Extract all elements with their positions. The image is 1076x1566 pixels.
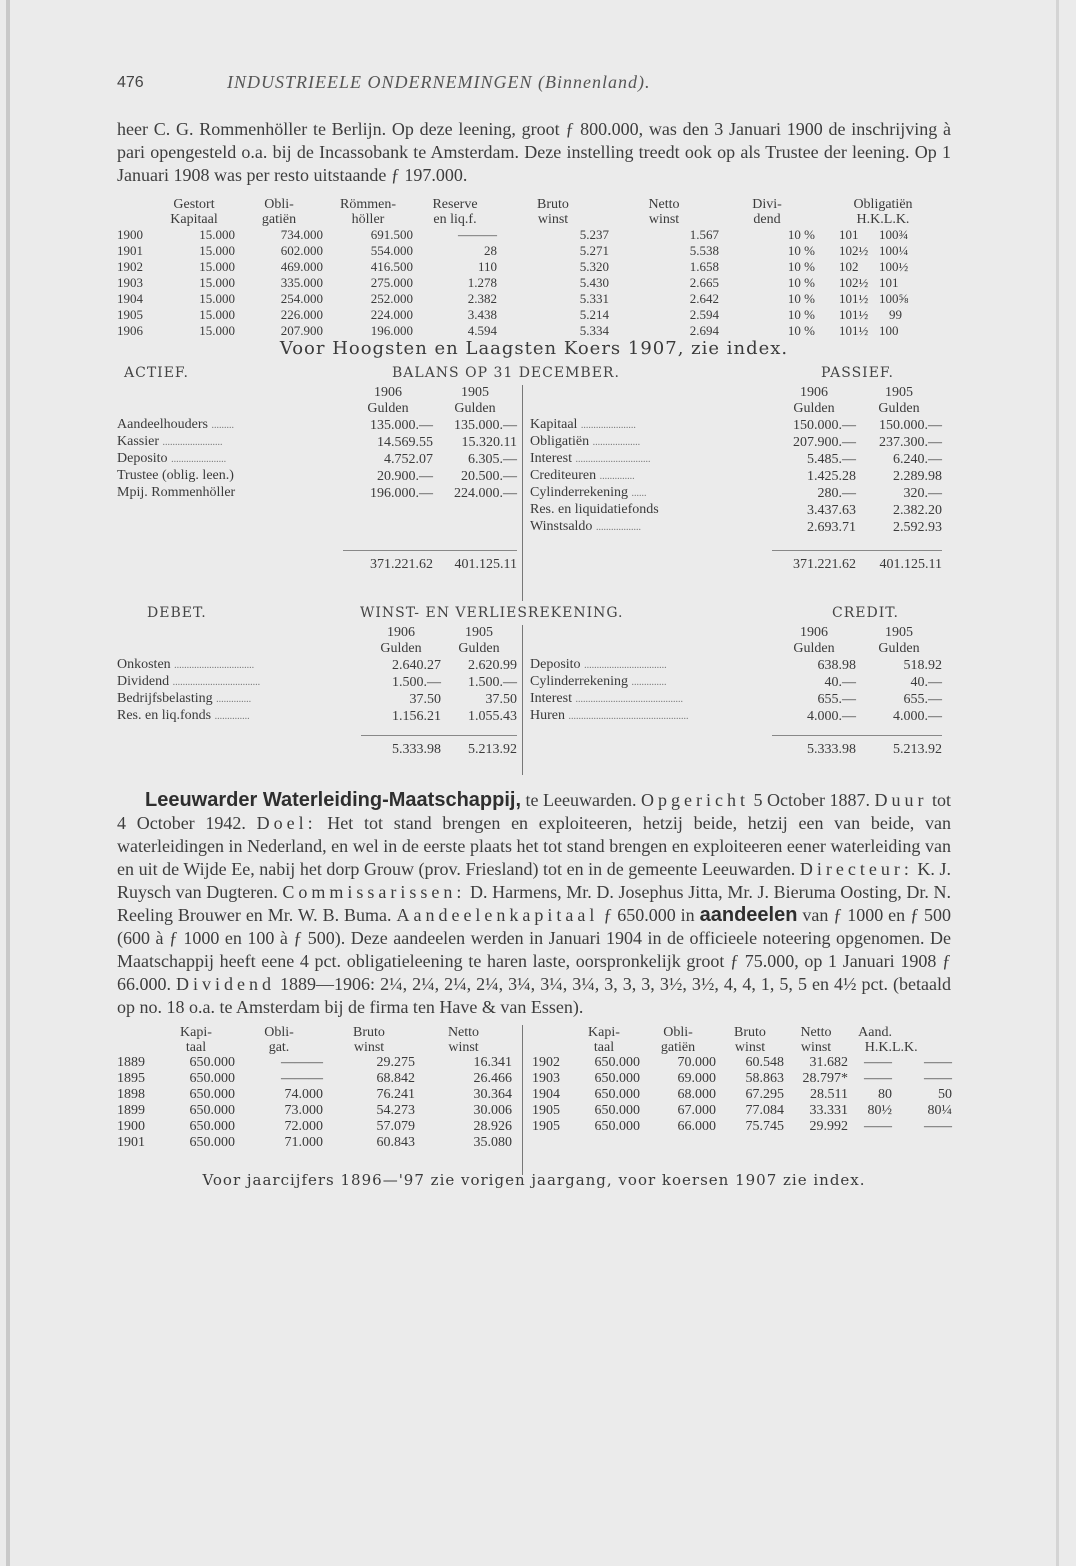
actief-table: 1906 1905 Gulden Gulden Aandeelhouders ......... 135.000.— 135.000.— Kassier ........................ 14.569.55 15.320.11 Deposito ...................... 4.752.07 6.305.— Trustee (oblig. leen.) 20.900.— 20.500.— Mpij. Rommenhöller 196.000.— 224.000.— 371.221.62 401.125.11 xyxy=(117,385,517,572)
table-row: Winstsaldo .................. 2.693.71 2.592.93 xyxy=(530,519,942,535)
table-row: 1903 15.000 335.000 275.000 1.278 5.430 2.665 10 % 102½ 101 xyxy=(117,275,899,290)
credit-title: CREDIT. xyxy=(832,605,899,621)
table-row: Trustee (oblig. leen.) 20.900.— 20.500.— xyxy=(117,468,517,484)
winst-title: WINST- EN VERLIESREKENING. xyxy=(360,605,624,621)
balans-sheet xyxy=(117,385,951,601)
leeuwarder-paragraph: Leeuwarder Waterleiding-Maatschappij, te Leeuwarden. Opgericht 5 October 1887. Duur tot 4 October 1942. Doel: Het tot stand brengen en exploiteeren, hetzij beide, hetzij een van beide, van waterleidingen in Nederland, en wel in de eerste plaats het tot stand brengen en exploiteeren eener waterleiding van en uit de Wijde Ee, nabij het dorp Grouw (prov. Friesland) tot en in de gemeente Leeuwarden. Directeur: K. J. Ruysch van Dugteren. Commissarissen: D. Harmens, Mr. D. Josephus Jitta, Mr. J. Bieruma Oosting, Dr. N. Reeling Brouwer en Mr. W. B. Buma. Aandeelenkapitaal ƒ 650.000 in aandeelen van ƒ 1000 en ƒ 500 (600 à ƒ 1000 en 100 à ƒ 500). Deze aandeelen werden in Januari 1904 in de officieele noteering opgenomen. De Maatschappij heeft eene 4 pct. obligatieleening te haren laste, oorspronkelijk groot ƒ 75.000, op 1 Januari 1908 ƒ 66.000. Dividend 1889—1906: 2¼, 2¼, 2¼, 2¼, 3¼, 3¼, 3¼, 3, 3, 3, 3½, 3½, 4, 4, 1, 5, 5 en 4½ pct. (betaald op no. 18 o.a. te Amsterdam bij de firma ten Have & van Essen). xyxy=(117,789,952,1017)
koers-note: Voor Hoogsten en Laagsten Koers 1907, zie index. xyxy=(279,338,789,359)
table-row: Dividend ................................... 1.500.— 1.500.— xyxy=(117,674,517,690)
rommenholler-table xyxy=(117,197,951,339)
table-row: Obligatiën ................... 207.900.— 237.300.— xyxy=(530,434,942,450)
table-row: 1905 15.000 226.000 224.000 3.438 5.214 2.594 10 % 101½ 99 xyxy=(117,307,902,322)
jaarcijfers-note: Voor jaarcijfers 1896—'97 zie vorigen jaargang, voor koersen 1907 zie index. xyxy=(202,1171,866,1189)
passief-table: 1906 1905 Gulden Gulden Kapitaal ...................... 150.000.— 150.000.— Obligatiën ................... 207.900.— 237.300.— Interest .............................. 5.485.— 6.240.— Crediteuren .............. 1.425.28 2.289.98 Cylinderrekening ...... 280.— 320.— Res. en liquidatiefonds 3.437.63 2.382.20 Winstsaldo .................. 2.693.71 2.592.93 371.221.62 401.125.11 xyxy=(530,385,942,572)
commissarissen-label: Commissarissen: xyxy=(282,882,466,902)
credit-table: 1906 1905 Gulden Gulden Deposito ................................. 638.98 518.92 Cylinderrekening .............. 40.— 40.— Interest ........................................... 655.— 655.— Huren ................................................ 4.000.— 4.000.— 5.333.98 5.213.92 xyxy=(530,625,942,757)
table-row: 1901 15.000 602.000 554.000 28 5.271 5.538 10 % 102½ 100¼ xyxy=(117,243,909,258)
table-row: Crediteuren .............. 1.425.28 2.289.98 xyxy=(530,468,942,484)
intro-paragraph: heer C. G. Rommenhöller te Berlijn. Op deze leening, groot ƒ 800.000, was den 3 Januari 1900 de inschrijving à pari opengesteld o.a. bij de Incassobank te Amsterdam. Deze instelling treedt ook op als Trustee der leening. Op 1 Januari 1908 was per resto uitstaande ƒ 197.000. xyxy=(117,119,951,185)
table-row: Deposito ...................... 4.752.07 6.305.— xyxy=(117,451,517,467)
table-row: 1900 15.000 734.000 691.500 ——— 5.237 1.567 10 % 101 100¾ xyxy=(117,227,909,242)
table-row: 1900 650.000 72.000 57.079 28.926 xyxy=(117,1119,512,1134)
table-row: 1906 15.000 207.900 196.000 4.594 5.334 2.694 10 % 101½ 100 xyxy=(117,323,899,338)
table-row: Kassier ........................ 14.569.55 15.320.11 xyxy=(117,434,517,450)
table-row: Onkosten ................................ 2.640.27 2.620.99 xyxy=(117,657,517,673)
passief-title: PASSIEF. xyxy=(821,365,894,381)
total-row: 371.221.62 401.125.11 xyxy=(793,556,942,572)
table-row: Bedrijfsbelasting .............. 37.50 37.50 xyxy=(117,691,517,707)
winst-verlies-sheet xyxy=(117,625,951,775)
winst-heading xyxy=(117,605,951,625)
page-number: 476 xyxy=(117,74,144,91)
aandeelen-bold: aandeelen xyxy=(699,904,798,926)
dividend-label: Dividend xyxy=(176,974,276,994)
table-row: 1902 15.000 469.000 416.500 110 5.320 1.658 10 % 102 100½ xyxy=(117,259,909,274)
table-row: Res. en liquidatiefonds 3.437.63 2.382.20 xyxy=(530,502,942,518)
table-row: Res. en liq.fonds .............. 1.156.21 1.055.43 xyxy=(117,708,517,724)
balans-heading xyxy=(117,365,951,385)
table-row: Interest .............................. 5.485.— 6.240.— xyxy=(530,451,942,467)
table-row: Mpij. Rommenhöller 196.000.— 224.000.— xyxy=(117,485,517,501)
column-divider xyxy=(522,1025,523,1175)
table-row: 1898 650.000 74.000 76.241 30.364 xyxy=(117,1087,512,1102)
table-row: 1889 650.000 ——— 29.275 16.341 xyxy=(117,1055,512,1070)
total-row: 5.333.98 5.213.92 xyxy=(807,741,942,757)
page-right-edge xyxy=(1056,0,1059,1566)
table-row: 1904 15.000 254.000 252.000 2.382 5.331 2.642 10 % 101½ 100⅝ xyxy=(117,291,909,306)
table-row: 1895 650.000 ——— 68.842 26.466 xyxy=(117,1071,512,1086)
leeuwarder-figures xyxy=(117,1025,951,1189)
table-row: 1904 650.000 68.000 67.295 28.511 80 50 xyxy=(532,1087,952,1102)
debet-title: DEBET. xyxy=(147,605,207,621)
actief-title: ACTIEF. xyxy=(124,365,189,381)
kapitaal-label: Aandeelenkapitaal xyxy=(396,905,599,925)
table-row: Interest ........................................... 655.— 655.— xyxy=(530,691,942,707)
doel-label: Doel: xyxy=(256,813,317,833)
duur-label: Duur xyxy=(874,790,928,810)
table-row: Cylinderrekening .............. 40.— 40.— xyxy=(530,674,942,690)
running-header: INDUSTRIEELE ONDERNEMINGEN (Binnenland). xyxy=(227,72,651,92)
total-row: 371.221.62 401.125.11 xyxy=(370,556,517,572)
table-row: Kapitaal ...................... 150.000.— 150.000.— xyxy=(530,417,942,433)
table-row: Cylinderrekening ...... 280.— 320.— xyxy=(530,485,942,501)
table-row: 1902 650.000 70.000 60.548 31.682 —— —— xyxy=(532,1055,952,1070)
table-row: Huren ................................................ 4.000.— 4.000.— xyxy=(530,708,942,724)
table-row: 1903 650.000 69.000 58.863 28.797* —— —— xyxy=(532,1071,952,1086)
opgericht-label: Opgericht xyxy=(640,790,749,810)
table-row: 1899 650.000 73.000 54.273 30.006 xyxy=(117,1103,512,1118)
balans-title: BALANS OP 31 DECEMBER. xyxy=(392,365,620,381)
column-divider xyxy=(522,625,523,775)
table-row: Aandeelhouders ......... 135.000.— 135.000.— xyxy=(117,417,517,433)
page-left-edge xyxy=(6,0,10,1566)
directeur-label: Directeur: xyxy=(799,859,913,879)
company-name: Leeuwarder Waterleiding-Maatschappij, xyxy=(145,789,522,811)
table-row: 1905 650.000 66.000 75.745 29.992 —— —— xyxy=(532,1119,952,1134)
document-page xyxy=(117,74,951,1189)
table-row: Deposito ................................. 638.98 518.92 xyxy=(530,657,942,673)
table-row: 1905 650.000 67.000 77.084 33.331 80½ 80¼ xyxy=(532,1103,952,1118)
debet-table: 1906 1905 Gulden Gulden Onkosten ................................ 2.640.27 2.620.99 Dividend ................................... 1.500.— 1.500.— Bedrijfsbelasting .............. 37.50 37.50 Res. en liq.fonds .............. 1.156.21 1.055.43 5.333.98 5.213.92 xyxy=(117,625,517,757)
table-header-row: Gestort Kapitaal Obli- gatiën Römmen- höller Reserve en liq.f. Bruto winst Netto winst Divi- dend Obligatiën H.K.L.K. xyxy=(170,197,913,227)
table-row: 1901 650.000 71.000 60.843 35.080 xyxy=(117,1135,512,1150)
total-row: 5.333.98 5.213.92 xyxy=(392,741,517,757)
page-header xyxy=(117,74,951,104)
leeuwarder-table-left: Kapi- taal Obli- gat. Bruto winst Netto winst 1889 650.000 ——— 29.275 16.341 1895 650.000 ——— 68.842 26.466 1898 650.000 74.000 76.241 30.364 1899 650.000 73.000 54.273 30.006 1900 650.000 72.000 57.079 28.926 1901 650.000 71.000 60.843 35.080 xyxy=(117,1025,512,1150)
leeuwarder-table-right: Kapi- taal Obli- gatiën Bruto winst Netto winst Aand. H.K. L.K. 1902 650.000 70.000 60.548 31.682 —— —— 1903 650.000 69.000 58.863 28.797* —— —— 1904 650.000 68.000 67.295 28.511 80 50 1905 650.000 67.000 77.084 33.331 80½ 80¼ 1905 650.000 66.000 75.745 29.992 —— —— xyxy=(532,1025,952,1134)
column-divider xyxy=(522,385,523,601)
